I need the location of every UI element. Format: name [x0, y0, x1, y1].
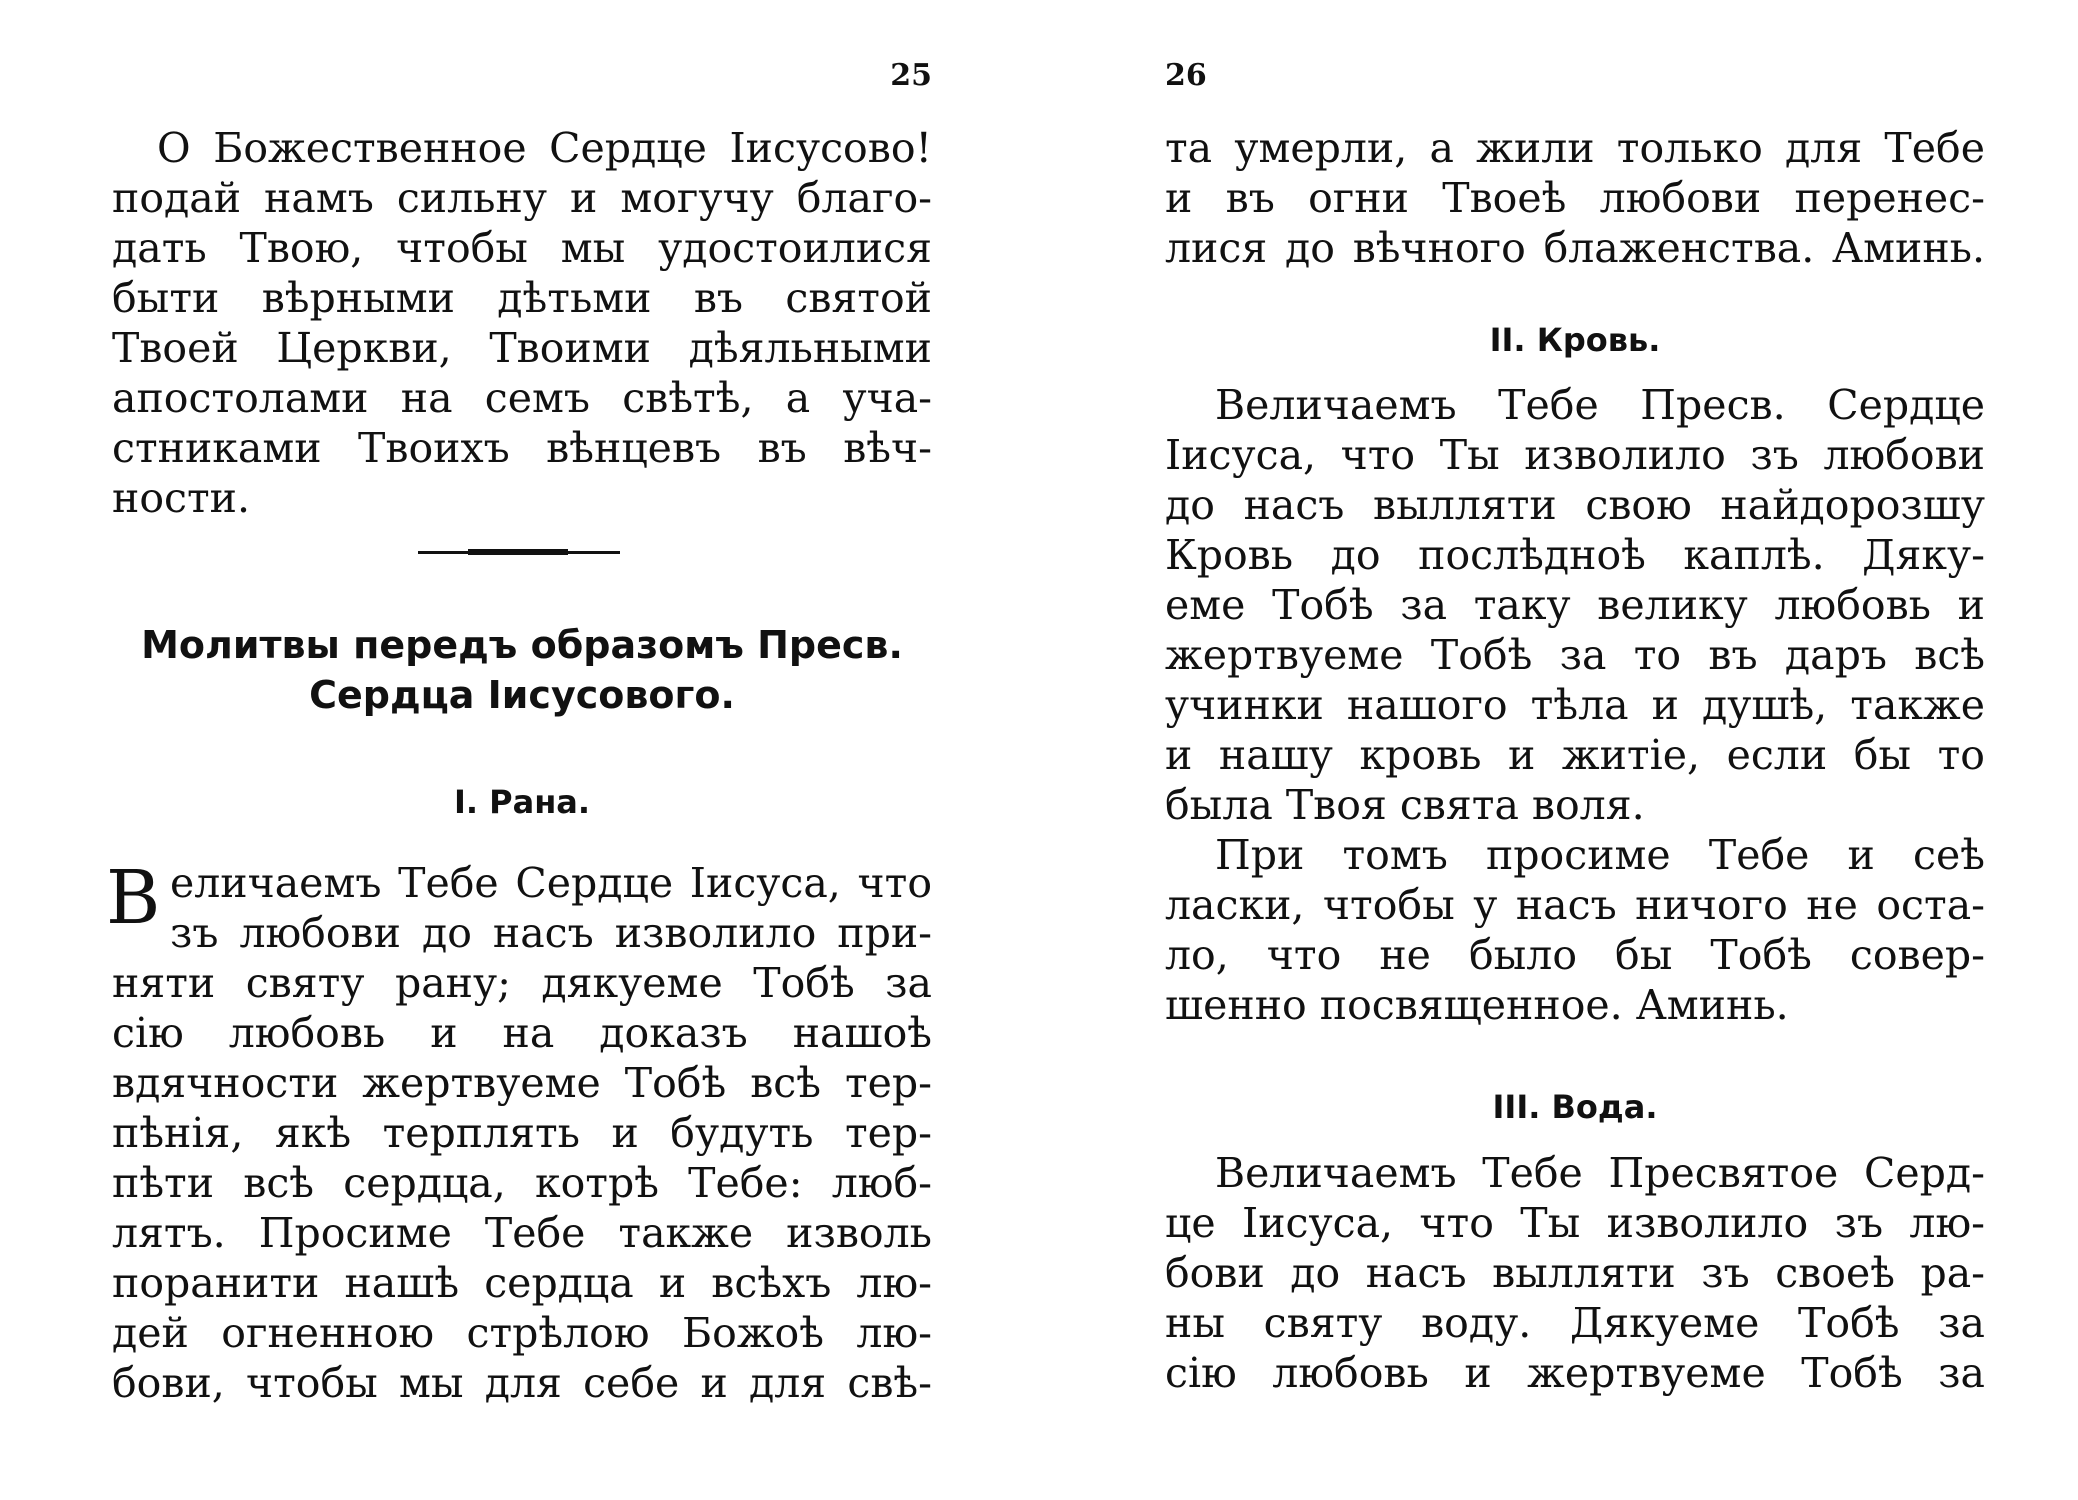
prayer-heading: Молитвы передъ образомъ Пресв. — [141, 623, 903, 667]
right-page — [1165, 0, 1985, 1500]
text-line: апостолами на семъ свѣтѣ, а уча- — [112, 374, 932, 422]
text-line: це Іисуса, что Ты изволило зъ лю- — [1165, 1199, 1985, 1247]
text-line: еме Тобѣ за таку велику любовь и — [1165, 581, 1985, 629]
text-line: быти вѣрными дѣтьми въ святой — [112, 274, 932, 322]
text-line: бови, чтобы мы для себе и для свѣ- — [112, 1359, 932, 1407]
text-line: сію любовь и на доказъ нашоѣ — [112, 1009, 932, 1057]
text-line: Величаемъ Тебе Пресвятое Серд- — [1215, 1149, 1985, 1197]
text-line: до насъ вылляти свою найдорозшу — [1165, 481, 1985, 529]
text-line: и нашу кровь и житіе, если бы то — [1165, 731, 1985, 779]
text-line: поранити нашѣ сердца и всѣхъ лю- — [112, 1259, 932, 1307]
text-line: и въ огни Твоеѣ любови перенес- — [1165, 174, 1985, 222]
text-line: ны святу воду. Дякуеме Тобѣ за — [1165, 1299, 1985, 1347]
page-number: 25 — [890, 58, 932, 93]
drop-cap: В — [106, 855, 161, 941]
text-line: лятъ. Просиме Тебе также изволь — [112, 1209, 932, 1257]
text-line: сію любовь и жертвуеме Тобѣ за — [1165, 1349, 1985, 1397]
text-line: О Божественное Сердце Іисусово! — [157, 124, 932, 172]
text-line: зъ любови до насъ изволило при- — [170, 909, 932, 957]
text-line: Іисуса, что Ты изволило зъ любови — [1165, 431, 1985, 479]
text-line: ло, что не было бы Тобѣ совер- — [1165, 931, 1985, 979]
text-line: та умерли, а жили только для Тебе — [1165, 124, 1985, 172]
prayer-heading: Сердца Іисусового. — [309, 673, 735, 717]
text-line: еличаемъ Тебе Сердце Іисуса, что — [170, 859, 932, 907]
text-line: шенно посвященное. Аминь. — [1165, 981, 1789, 1029]
text-line: няти святу рану; дякуеме Тобѣ за — [112, 959, 932, 1007]
text-line: была Твоя свята воля. — [1165, 781, 1645, 829]
text-line: пѣнія, якѣ терплять и будуть тер- — [112, 1109, 932, 1157]
text-line: вдячности жертвуеме Тобѣ всѣ тер- — [112, 1059, 932, 1107]
page-number: 26 — [1165, 58, 1207, 93]
text-line: дать Твою, чтобы мы удостоилися — [112, 224, 932, 272]
section-title: ІІІ. Вода. — [1492, 1088, 1658, 1126]
text-line: дей огненною стрѣлою Божоѣ лю- — [112, 1309, 932, 1357]
text-line: ности. — [112, 474, 251, 522]
text-line: При томъ просиме Тебе и сеѣ — [1215, 831, 1985, 879]
text-line: Величаемъ Тебе Пресв. Сердце — [1215, 381, 1985, 429]
text-line: подай намъ сильну и могучу благо- — [112, 174, 932, 222]
text-line: ласки, чтобы у насъ ничого не оста- — [1165, 881, 1985, 929]
text-line: бови до насъ вылляти зъ своеѣ ра- — [1165, 1249, 1985, 1297]
text-line: Кровь до послѣдноѣ каплѣ. Дяку- — [1165, 531, 1985, 579]
text-line: лися до вѣчного блаженства. Аминь. — [1165, 224, 1985, 272]
text-line: пѣти всѣ сердца, котрѣ Тебе: люб- — [112, 1159, 932, 1207]
left-page — [106, 0, 932, 1500]
section-divider — [418, 551, 620, 554]
text-line: Твоей Церкви, Твоими дѣяльными — [112, 324, 932, 372]
section-title: ІІ. Кровь. — [1489, 321, 1661, 359]
text-line: стниками Твоихъ вѣнцевъ въ вѣч- — [112, 424, 932, 472]
text-line: жертвуеме Тобѣ за то въ даръ всѣ — [1165, 631, 1985, 679]
section-title: І. Рана. — [453, 783, 591, 821]
text-line: учинки нашого тѣла и душѣ, также — [1165, 681, 1985, 729]
